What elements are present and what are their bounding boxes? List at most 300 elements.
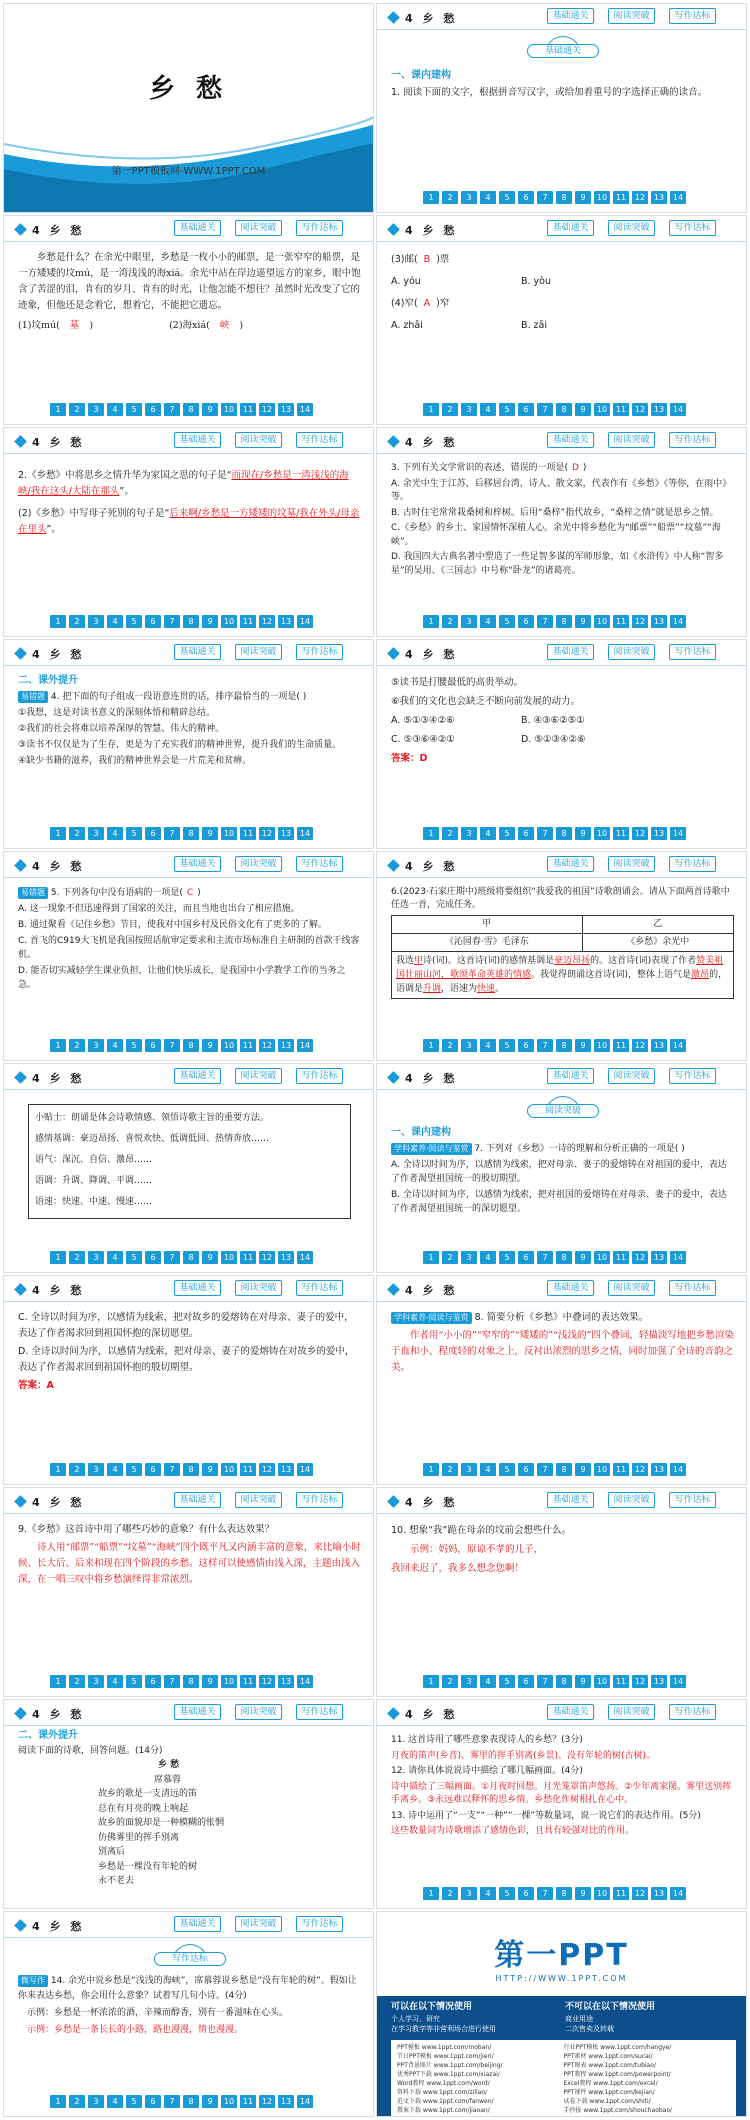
page-button[interactable]: 14 (297, 403, 313, 416)
page-button[interactable]: 8 (556, 1887, 572, 1900)
page-button[interactable]: 11 (240, 2095, 256, 2108)
page-button[interactable]: 4 (107, 1251, 123, 1264)
page-button[interactable]: 8 (556, 1463, 572, 1476)
page-button[interactable]: 6 (518, 615, 534, 628)
page-button[interactable]: 14 (670, 403, 686, 416)
page-button[interactable]: 2 (442, 1463, 458, 1476)
page-button[interactable]: 5 (499, 191, 515, 204)
page-button[interactable]: 14 (670, 615, 686, 628)
page-button[interactable]: 12 (632, 827, 648, 840)
page-button[interactable]: 5 (499, 1675, 515, 1688)
page-button[interactable]: 13 (651, 1463, 667, 1476)
page-button[interactable]: 11 (613, 615, 629, 628)
page-button[interactable]: 1 (50, 403, 66, 416)
page-button[interactable]: 6 (518, 403, 534, 416)
tab-reading[interactable]: 阅读突破 (608, 432, 655, 448)
tab-reading[interactable]: 阅读突破 (235, 856, 282, 872)
resource-link[interactable]: PPT教程 www.1ppt.com/powerpoint/ (563, 2071, 671, 2078)
tab-reading[interactable]: 阅读突破 (608, 1704, 655, 1720)
page-button[interactable]: 3 (461, 403, 477, 416)
tab-basic[interactable]: 基础通关 (174, 1704, 221, 1720)
page-button[interactable]: 12 (259, 827, 275, 840)
page-button[interactable]: 11 (613, 1675, 629, 1688)
page-button[interactable]: 10 (221, 403, 237, 416)
page-button[interactable]: 9 (575, 1463, 591, 1476)
page-button[interactable]: 5 (499, 1887, 515, 1900)
page-button[interactable]: 14 (670, 1887, 686, 1900)
page-button[interactable]: 6 (145, 1463, 161, 1476)
page-button[interactable]: 2 (69, 1039, 85, 1052)
page-button[interactable]: 2 (442, 1039, 458, 1052)
page-button[interactable]: 13 (278, 403, 294, 416)
tab-reading[interactable]: 阅读突破 (235, 1068, 282, 1084)
tab-writing[interactable]: 写作达标 (296, 1492, 343, 1508)
page-button[interactable]: 6 (518, 1039, 534, 1052)
page-button[interactable]: 4 (480, 191, 496, 204)
page-button[interactable]: 10 (594, 1463, 610, 1476)
page-button[interactable]: 8 (556, 1675, 572, 1688)
page-button[interactable]: 14 (297, 1251, 313, 1264)
page-button[interactable]: 7 (537, 1039, 553, 1052)
page-button[interactable]: 10 (594, 1675, 610, 1688)
slide-7[interactable] (3, 639, 374, 849)
page-button[interactable]: 2 (69, 1675, 85, 1688)
page-button[interactable]: 2 (442, 1887, 458, 1900)
page-button[interactable]: 5 (499, 1039, 515, 1052)
page-button[interactable]: 3 (461, 191, 477, 204)
page-button[interactable]: 6 (145, 827, 161, 840)
resource-link[interactable]: PPT图表 www.1ppt.com/tubiao/ (563, 2062, 656, 2069)
tab-writing[interactable]: 写作达标 (296, 1916, 343, 1932)
page-button[interactable]: 8 (183, 2095, 199, 2108)
page-button[interactable]: 3 (88, 403, 104, 416)
resource-link[interactable]: 试卷下载 www.1ppt.com/shiti/ (563, 2098, 651, 2105)
page-button[interactable]: 7 (164, 1463, 180, 1476)
page-button[interactable]: 11 (240, 1251, 256, 1264)
page-button[interactable]: 1 (423, 1039, 439, 1052)
page-button[interactable]: 7 (537, 615, 553, 628)
page-button[interactable]: 1 (50, 2095, 66, 2108)
page-button[interactable]: 3 (461, 615, 477, 628)
page-button[interactable]: 12 (632, 1675, 648, 1688)
page-button[interactable]: 9 (575, 1039, 591, 1052)
page-button[interactable]: 13 (651, 1887, 667, 1900)
page-button[interactable]: 11 (240, 1039, 256, 1052)
page-button[interactable]: 5 (126, 1675, 142, 1688)
page-button[interactable]: 9 (202, 2095, 218, 2108)
page-button[interactable]: 13 (278, 1675, 294, 1688)
resource-link[interactable]: 优秀PPT下载 www.1ppt.com/xiazai/ (397, 2071, 500, 2078)
page-button[interactable]: 7 (164, 615, 180, 628)
page-button[interactable]: 4 (480, 403, 496, 416)
tab-reading[interactable]: 阅读突破 (235, 432, 282, 448)
resource-link[interactable]: Word教程 www.1ppt.com/word/ (397, 2080, 490, 2087)
page-button[interactable]: 1 (50, 1463, 66, 1476)
page-button[interactable]: 1 (423, 1887, 439, 1900)
page-button[interactable]: 9 (202, 1463, 218, 1476)
page-button[interactable]: 1 (423, 1251, 439, 1264)
page-button[interactable]: 4 (107, 1039, 123, 1052)
page-button[interactable]: 6 (145, 403, 161, 416)
page-button[interactable]: 9 (202, 403, 218, 416)
page-button[interactable]: 4 (107, 1675, 123, 1688)
resource-link[interactable]: 手抄报 www.1ppt.com/shouchaobao/ (563, 2107, 673, 2114)
tab-basic[interactable]: 基础通关 (174, 432, 221, 448)
page-button[interactable]: 14 (670, 1039, 686, 1052)
slide-10[interactable] (376, 851, 747, 1061)
page-button[interactable]: 2 (69, 1463, 85, 1476)
tab-writing[interactable]: 写作达标 (296, 856, 343, 872)
page-button[interactable]: 14 (297, 615, 313, 628)
slide-11[interactable] (3, 1063, 374, 1273)
page-button[interactable]: 12 (259, 1463, 275, 1476)
page-button[interactable]: 5 (499, 1251, 515, 1264)
page-button[interactable]: 12 (259, 615, 275, 628)
slide-6[interactable] (376, 427, 747, 637)
tab-basic[interactable]: 基础通关 (174, 1280, 221, 1296)
page-button[interactable]: 6 (145, 1675, 161, 1688)
resource-link[interactable]: PPT背景图片 www.1ppt.com/beijing/ (397, 2062, 503, 2069)
tab-basic[interactable]: 基础通关 (547, 220, 594, 236)
page-button[interactable]: 2 (442, 827, 458, 840)
page-button[interactable]: 6 (518, 1675, 534, 1688)
page-button[interactable]: 13 (278, 1251, 294, 1264)
page-button[interactable]: 14 (297, 1039, 313, 1052)
page-button[interactable]: 11 (613, 1251, 629, 1264)
resource-link[interactable]: 节日PPT模板 www.1ppt.com/jieri/ (397, 2053, 494, 2060)
slide-3[interactable] (3, 215, 374, 425)
slide-14[interactable] (376, 1275, 747, 1485)
tab-basic[interactable]: 基础通关 (547, 1704, 594, 1720)
page-button[interactable]: 1 (423, 1675, 439, 1688)
page-button[interactable]: 9 (575, 827, 591, 840)
tab-basic[interactable]: 基础通关 (547, 1068, 594, 1084)
page-button[interactable]: 8 (556, 1251, 572, 1264)
page-button[interactable]: 8 (183, 1675, 199, 1688)
page-button[interactable]: 5 (126, 827, 142, 840)
page-button[interactable]: 7 (164, 2095, 180, 2108)
page-button[interactable]: 10 (594, 615, 610, 628)
page-button[interactable]: 12 (632, 1463, 648, 1476)
page-button[interactable]: 7 (164, 403, 180, 416)
tab-writing[interactable]: 写作达标 (296, 1704, 343, 1720)
tab-reading[interactable]: 阅读突破 (235, 1280, 282, 1296)
tab-basic[interactable]: 基础通关 (547, 1492, 594, 1508)
page-button[interactable]: 12 (259, 403, 275, 416)
page-button[interactable]: 10 (221, 615, 237, 628)
page-button[interactable]: 12 (632, 1039, 648, 1052)
slide-5[interactable] (3, 427, 374, 637)
page-button[interactable]: 12 (259, 1675, 275, 1688)
tab-writing[interactable]: 写作达标 (669, 432, 716, 448)
tab-reading[interactable]: 阅读突破 (608, 1280, 655, 1296)
page-button[interactable]: 7 (164, 827, 180, 840)
page-button[interactable]: 7 (164, 1675, 180, 1688)
tab-reading[interactable]: 阅读突破 (235, 1704, 282, 1720)
page-button[interactable]: 13 (651, 1675, 667, 1688)
page-button[interactable]: 14 (297, 1463, 313, 1476)
page-button[interactable]: 9 (202, 1675, 218, 1688)
page-button[interactable]: 10 (221, 827, 237, 840)
slide-15[interactable] (3, 1487, 374, 1697)
page-button[interactable]: 9 (202, 1251, 218, 1264)
page-button[interactable]: 1 (423, 191, 439, 204)
page-button[interactable]: 2 (442, 191, 458, 204)
page-button[interactable]: 10 (594, 191, 610, 204)
slide-16[interactable] (376, 1487, 747, 1697)
page-button[interactable]: 13 (278, 615, 294, 628)
page-button[interactable]: 9 (202, 1039, 218, 1052)
page-button[interactable]: 6 (145, 615, 161, 628)
page-button[interactable]: 3 (461, 1251, 477, 1264)
tab-writing[interactable]: 写作达标 (669, 856, 716, 872)
tab-basic[interactable]: 基础通关 (174, 1068, 221, 1084)
page-button[interactable]: 7 (164, 1251, 180, 1264)
page-button[interactable]: 6 (518, 191, 534, 204)
page-button[interactable]: 12 (632, 403, 648, 416)
tab-writing[interactable]: 写作达标 (296, 1068, 343, 1084)
tab-basic[interactable]: 基础通关 (174, 1492, 221, 1508)
page-button[interactable]: 14 (670, 191, 686, 204)
page-button[interactable]: 4 (480, 1039, 496, 1052)
page-button[interactable]: 6 (145, 1251, 161, 1264)
page-button[interactable]: 3 (88, 1463, 104, 1476)
page-button[interactable]: 3 (461, 1463, 477, 1476)
slide-20[interactable] (376, 1911, 747, 2117)
page-button[interactable]: 10 (594, 1039, 610, 1052)
slide-2[interactable] (376, 3, 747, 213)
tab-reading[interactable]: 阅读突破 (608, 220, 655, 236)
page-button[interactable]: 5 (126, 403, 142, 416)
page-button[interactable]: 13 (651, 1039, 667, 1052)
page-button[interactable]: 13 (651, 827, 667, 840)
page-button[interactable]: 12 (259, 1251, 275, 1264)
page-button[interactable]: 14 (670, 1251, 686, 1264)
page-button[interactable]: 2 (442, 403, 458, 416)
page-button[interactable]: 11 (613, 1039, 629, 1052)
page-button[interactable]: 13 (651, 403, 667, 416)
page-button[interactable]: 8 (556, 403, 572, 416)
page-button[interactable]: 2 (69, 403, 85, 416)
resource-link[interactable]: PPT素材 www.1ppt.com/sucai/ (563, 2053, 653, 2060)
page-button[interactable]: 1 (50, 1251, 66, 1264)
page-button[interactable]: 14 (670, 1675, 686, 1688)
tab-reading[interactable]: 阅读突破 (608, 1492, 655, 1508)
slide-18[interactable] (376, 1699, 747, 1909)
page-button[interactable]: 3 (461, 1039, 477, 1052)
tab-reading[interactable]: 阅读突破 (608, 856, 655, 872)
page-button[interactable]: 14 (670, 1463, 686, 1476)
page-button[interactable]: 7 (537, 1887, 553, 1900)
page-button[interactable]: 10 (221, 1675, 237, 1688)
page-button[interactable]: 12 (632, 615, 648, 628)
page-button[interactable]: 10 (594, 403, 610, 416)
page-button[interactable]: 10 (221, 2095, 237, 2108)
page-button[interactable]: 8 (183, 1251, 199, 1264)
page-button[interactable]: 3 (88, 1675, 104, 1688)
page-button[interactable]: 12 (632, 1887, 648, 1900)
page-button[interactable]: 8 (556, 191, 572, 204)
page-button[interactable]: 11 (240, 1463, 256, 1476)
page-button[interactable]: 3 (461, 827, 477, 840)
page-button[interactable]: 1 (423, 615, 439, 628)
page-button[interactable]: 7 (537, 1463, 553, 1476)
page-button[interactable]: 14 (297, 827, 313, 840)
tab-reading[interactable]: 阅读突破 (235, 1916, 282, 1932)
page-button[interactable]: 5 (499, 827, 515, 840)
tab-writing[interactable]: 写作达标 (296, 220, 343, 236)
resource-link[interactable]: 资料下载 www.1ppt.com/ziliao/ (397, 2089, 488, 2096)
page-button[interactable]: 12 (632, 191, 648, 204)
page-button[interactable]: 12 (632, 1251, 648, 1264)
page-button[interactable]: 1 (423, 827, 439, 840)
tab-writing[interactable]: 写作达标 (669, 1280, 716, 1296)
page-button[interactable]: 6 (518, 827, 534, 840)
page-button[interactable]: 9 (202, 827, 218, 840)
page-button[interactable]: 13 (278, 827, 294, 840)
page-button[interactable]: 8 (183, 1039, 199, 1052)
page-button[interactable]: 14 (297, 2095, 313, 2108)
tab-basic[interactable]: 基础通关 (547, 432, 594, 448)
page-button[interactable]: 11 (613, 403, 629, 416)
page-button[interactable]: 1 (50, 1675, 66, 1688)
page-button[interactable]: 5 (126, 1463, 142, 1476)
page-button[interactable]: 8 (183, 403, 199, 416)
page-button[interactable]: 5 (499, 615, 515, 628)
page-button[interactable]: 3 (461, 1887, 477, 1900)
page-button[interactable]: 1 (50, 1039, 66, 1052)
page-button[interactable]: 11 (240, 1675, 256, 1688)
page-button[interactable]: 7 (537, 191, 553, 204)
page-button[interactable]: 13 (278, 1463, 294, 1476)
page-button[interactable]: 10 (594, 1251, 610, 1264)
page-button[interactable]: 4 (480, 1675, 496, 1688)
page-button[interactable]: 11 (240, 827, 256, 840)
page-button[interactable]: 9 (575, 403, 591, 416)
page-button[interactable]: 5 (126, 1251, 142, 1264)
tab-reading[interactable]: 阅读突破 (235, 1492, 282, 1508)
page-button[interactable]: 4 (480, 1251, 496, 1264)
page-button[interactable]: 8 (183, 827, 199, 840)
page-button[interactable]: 2 (69, 1251, 85, 1264)
page-button[interactable]: 14 (297, 1675, 313, 1688)
page-button[interactable]: 6 (518, 1463, 534, 1476)
page-button[interactable]: 4 (480, 827, 496, 840)
tab-writing[interactable]: 写作达标 (669, 644, 716, 660)
page-button[interactable]: 1 (50, 827, 66, 840)
slide-12[interactable] (376, 1063, 747, 1273)
page-button[interactable]: 10 (594, 1887, 610, 1900)
slide-8[interactable] (376, 639, 747, 849)
tab-reading[interactable]: 阅读突破 (608, 8, 655, 24)
page-button[interactable]: 9 (575, 1675, 591, 1688)
page-button[interactable]: 4 (480, 615, 496, 628)
page-button[interactable]: 9 (575, 191, 591, 204)
slide-19[interactable] (3, 1911, 374, 2117)
tab-writing[interactable]: 写作达标 (296, 432, 343, 448)
tab-basic[interactable]: 基础通关 (547, 1280, 594, 1296)
page-button[interactable]: 2 (69, 827, 85, 840)
page-button[interactable]: 1 (50, 615, 66, 628)
page-button[interactable]: 13 (651, 615, 667, 628)
page-button[interactable]: 2 (69, 2095, 85, 2108)
page-button[interactable]: 4 (107, 403, 123, 416)
page-button[interactable]: 10 (594, 827, 610, 840)
page-button[interactable]: 7 (537, 403, 553, 416)
page-button[interactable]: 2 (442, 1675, 458, 1688)
page-button[interactable]: 5 (499, 403, 515, 416)
page-button[interactable]: 9 (575, 1251, 591, 1264)
page-button[interactable]: 10 (221, 1251, 237, 1264)
tab-basic[interactable]: 基础通关 (547, 856, 594, 872)
page-button[interactable]: 11 (613, 191, 629, 204)
tab-writing[interactable]: 写作达标 (669, 220, 716, 236)
tab-writing[interactable]: 写作达标 (669, 1492, 716, 1508)
resource-link[interactable]: 范文下载 www.1ppt.com/fanwen/ (397, 2098, 494, 2105)
page-button[interactable]: 3 (88, 2095, 104, 2108)
page-button[interactable]: 5 (126, 1039, 142, 1052)
tab-writing[interactable]: 写作达标 (669, 8, 716, 24)
page-button[interactable]: 3 (88, 1251, 104, 1264)
tab-basic[interactable]: 基础通关 (174, 1916, 221, 1932)
tab-basic[interactable]: 基础通关 (174, 220, 221, 236)
page-button[interactable]: 3 (88, 827, 104, 840)
page-button[interactable]: 11 (613, 1463, 629, 1476)
slide-cover[interactable] (3, 3, 374, 213)
page-button[interactable]: 7 (164, 1039, 180, 1052)
page-button[interactable]: 4 (107, 2095, 123, 2108)
page-button[interactable]: 3 (461, 1675, 477, 1688)
page-button[interactable]: 6 (518, 1887, 534, 1900)
page-button[interactable]: 8 (556, 827, 572, 840)
page-button[interactable]: 13 (651, 1251, 667, 1264)
page-button[interactable]: 11 (240, 403, 256, 416)
tab-writing[interactable]: 写作达标 (296, 644, 343, 660)
page-button[interactable]: 7 (537, 827, 553, 840)
page-button[interactable]: 14 (670, 827, 686, 840)
page-button[interactable]: 11 (613, 1887, 629, 1900)
page-button[interactable]: 4 (480, 1463, 496, 1476)
tab-writing[interactable]: 写作达标 (296, 1280, 343, 1296)
page-button[interactable]: 10 (221, 1463, 237, 1476)
page-button[interactable]: 6 (145, 2095, 161, 2108)
page-button[interactable]: 9 (575, 1887, 591, 1900)
tab-writing[interactable]: 写作达标 (669, 1068, 716, 1084)
page-button[interactable]: 6 (518, 1251, 534, 1264)
resource-link[interactable]: 教案下载 www.1ppt.com/jiaoan/ (397, 2107, 490, 2114)
tab-reading[interactable]: 阅读突破 (608, 644, 655, 660)
tab-basic[interactable]: 基础通关 (547, 8, 594, 24)
page-button[interactable]: 11 (613, 827, 629, 840)
resource-link[interactable]: PPT课件 www.1ppt.com/kejian/ (563, 2089, 655, 2096)
tab-basic[interactable]: 基础通关 (174, 856, 221, 872)
page-button[interactable]: 3 (88, 615, 104, 628)
resource-link[interactable]: PPT模板 www.1ppt.com/moban/ (397, 2044, 492, 2051)
page-button[interactable]: 7 (537, 1675, 553, 1688)
page-button[interactable]: 8 (556, 1039, 572, 1052)
page-button[interactable]: 13 (651, 191, 667, 204)
page-button[interactable]: 9 (202, 615, 218, 628)
page-button[interactable]: 8 (556, 615, 572, 628)
page-button[interactable]: 4 (107, 827, 123, 840)
page-button[interactable]: 10 (221, 1039, 237, 1052)
page-button[interactable]: 11 (240, 615, 256, 628)
page-button[interactable]: 13 (278, 1039, 294, 1052)
page-button[interactable]: 7 (537, 1251, 553, 1264)
resource-link[interactable]: Excel教程 www.1ppt.com/excel/ (563, 2080, 658, 2087)
page-button[interactable]: 2 (442, 1251, 458, 1264)
page-button[interactable]: 8 (183, 1463, 199, 1476)
